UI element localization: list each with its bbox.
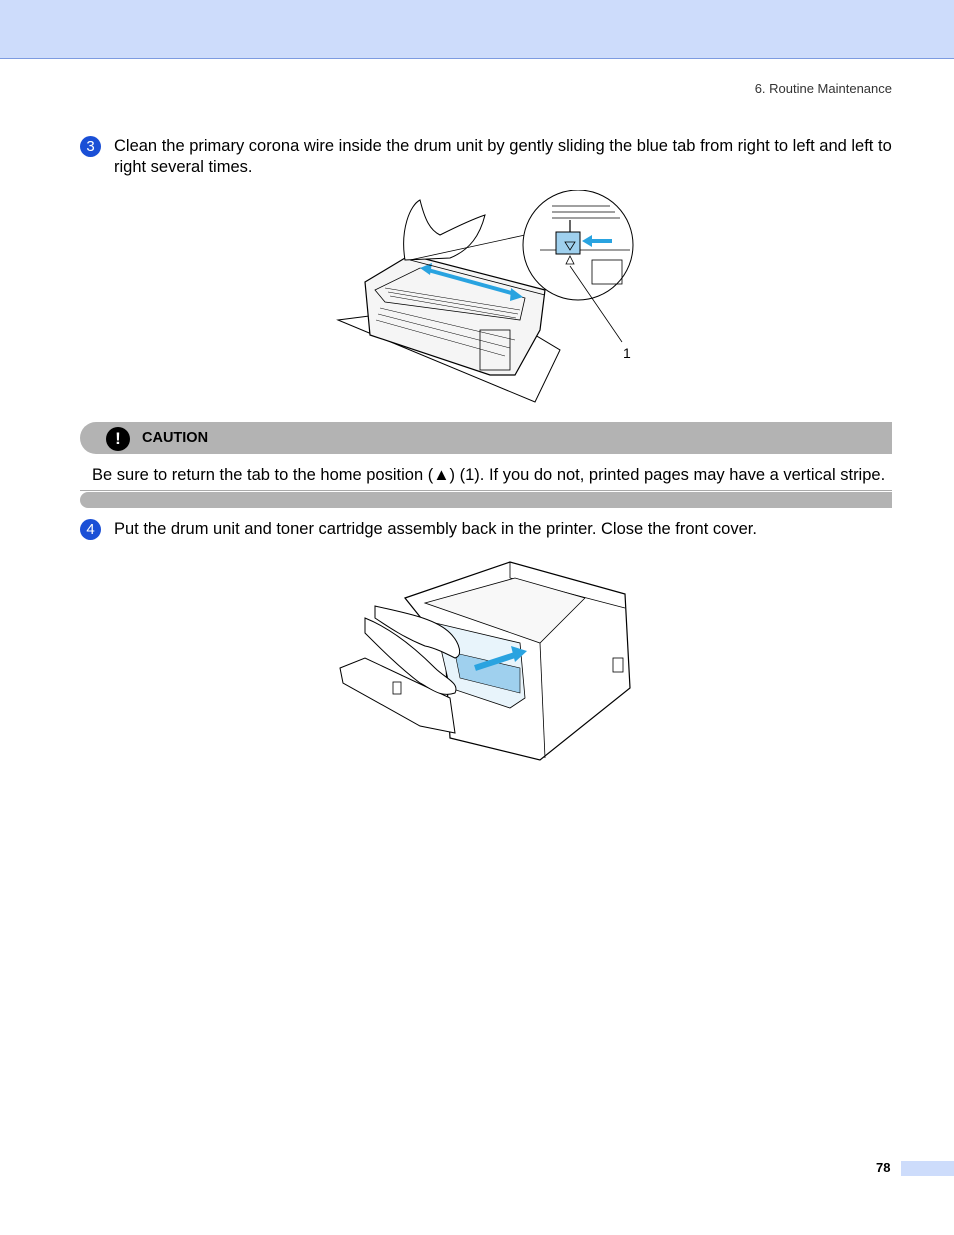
front-cover (340, 658, 455, 733)
running-header: 6. Routine Maintenance (754, 81, 892, 96)
caution-text: Be sure to return the tab to the home position (▲) (1). If you do not, printed pages may have a vertical stripe. (92, 466, 886, 484)
step-text: Put the drum unit and toner cartridge assembly back in the printer. Close the front cover. (114, 520, 757, 538)
step-4 (80, 519, 892, 540)
blue-tab (556, 232, 580, 254)
step-number-badge: 4 (80, 519, 101, 540)
exclamation-icon: ! (106, 427, 130, 451)
step-3 (80, 136, 892, 178)
step-text: Clean the primary corona wire inside the drum unit by gently sliding the blue tab from right to left and left to right several times. (114, 137, 892, 176)
caution-body (80, 462, 892, 491)
callout-label-1: 1 (623, 345, 631, 361)
caution-footer-bar (80, 492, 892, 508)
caution-header (80, 422, 892, 454)
hand (404, 200, 485, 260)
caution-title: CAUTION (142, 430, 209, 446)
page-number: 78 (876, 1160, 891, 1175)
drum-unit-body (365, 255, 545, 375)
step-number-badge: 3 (80, 136, 101, 157)
drum-unit-illustration (330, 190, 650, 410)
top-header-band (0, 0, 954, 59)
printer-illustration (335, 558, 635, 766)
page-number-tab (901, 1161, 954, 1176)
